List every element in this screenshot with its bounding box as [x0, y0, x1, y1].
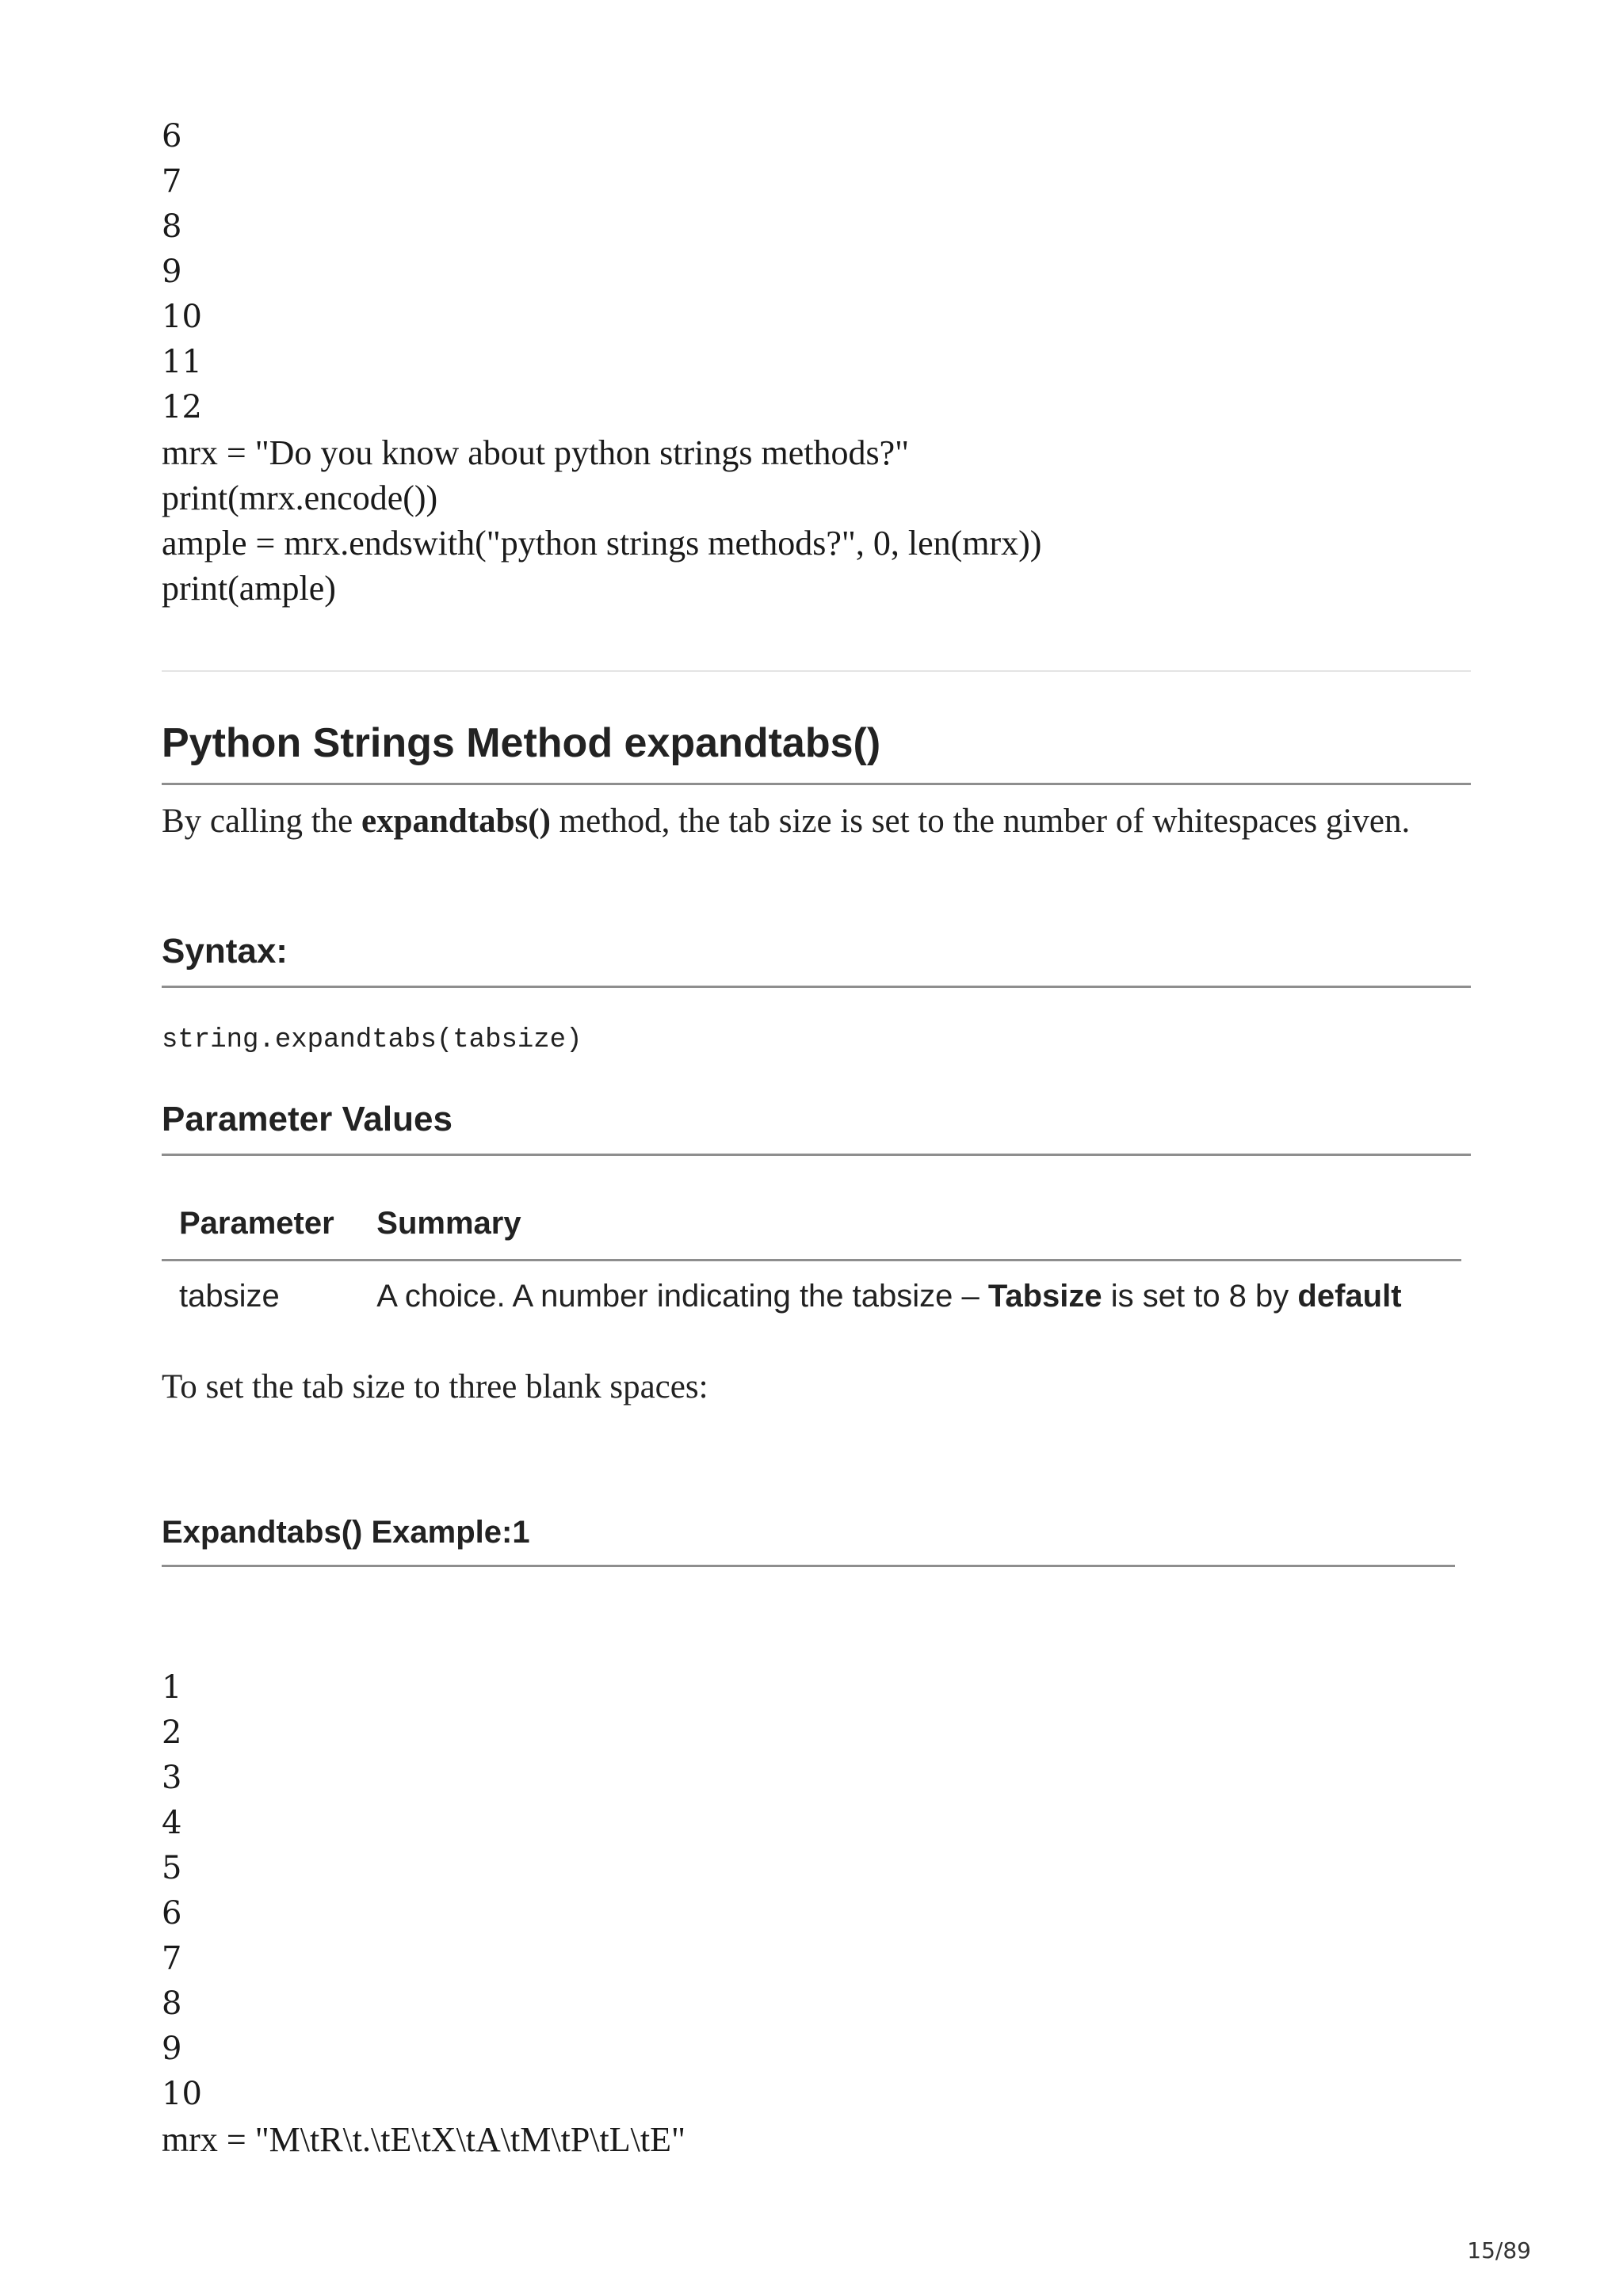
parameter-values-heading: Parameter Values — [162, 1100, 1471, 1156]
example-heading: Expandtabs() Example:1 — [162, 1515, 1455, 1567]
summary-bold: Tabsize — [987, 1279, 1102, 1314]
line-number: 1 — [162, 1669, 182, 1706]
table-row — [162, 1261, 1461, 1333]
line-number: 8 — [162, 1985, 182, 2022]
line-number: 9 — [162, 2031, 182, 2067]
note-paragraph: To set the tab size to three blank spaces: — [162, 1368, 708, 1405]
intro-text: By calling the — [162, 803, 361, 840]
line-number: 8 — [162, 208, 182, 245]
syntax-code: string.expandtabs(tabsize) — [162, 1025, 582, 1055]
column-header-summary: Summary — [359, 1195, 1461, 1261]
code-line: print(mrx.encode()) — [162, 479, 438, 517]
line-number: 10 — [162, 2076, 202, 2112]
param-name-cell: tabsize — [179, 1279, 280, 1314]
syntax-heading: Syntax: — [162, 932, 1471, 988]
line-number: 12 — [162, 389, 202, 425]
line-number: 2 — [162, 1714, 182, 1751]
line-number: 7 — [162, 1940, 182, 1977]
line-number: 5 — [162, 1850, 182, 1886]
line-number: 11 — [162, 344, 202, 380]
code-line: mrx = "M\tR\t.\tE\tX\tA\tM\tP\tL\tE" — [162, 2120, 685, 2159]
param-summary-cell — [359, 1261, 1461, 1333]
intro-paragraph — [162, 799, 1471, 845]
page-number: 15/89 — [1467, 2237, 1531, 2264]
top-code-listing — [162, 114, 1041, 611]
code-line: mrx = "Do you know about python strings methods?" — [162, 433, 910, 472]
line-number: 4 — [162, 1805, 182, 1841]
line-number: 9 — [162, 254, 182, 290]
code-line: print(ample) — [162, 569, 336, 608]
line-number: 7 — [162, 163, 182, 200]
example-code-listing — [162, 1665, 685, 2162]
code-line: ample = mrx.endswith("python strings methods?", 0, len(mrx)) — [162, 524, 1042, 563]
parameter-table — [162, 1195, 1461, 1332]
summary-text: is set to 8 by — [1102, 1279, 1298, 1314]
summary-text: A choice. A number indicating the tabsize – — [376, 1279, 988, 1314]
line-number: 6 — [162, 1895, 182, 1932]
section-divider — [162, 670, 1471, 672]
method-name: expandtabs() — [361, 803, 551, 840]
summary-bold: default — [1297, 1279, 1402, 1314]
section-title: Python Strings Method expandtabs() — [162, 719, 1471, 785]
intro-text-rest: method, the tab size is set to the number of whitespaces given. — [550, 803, 1411, 840]
line-number: 3 — [162, 1760, 182, 1796]
table-header-row — [162, 1195, 1461, 1261]
column-header-parameter: Parameter — [162, 1195, 359, 1261]
line-number: 6 — [162, 118, 182, 154]
line-number: 10 — [162, 299, 202, 335]
